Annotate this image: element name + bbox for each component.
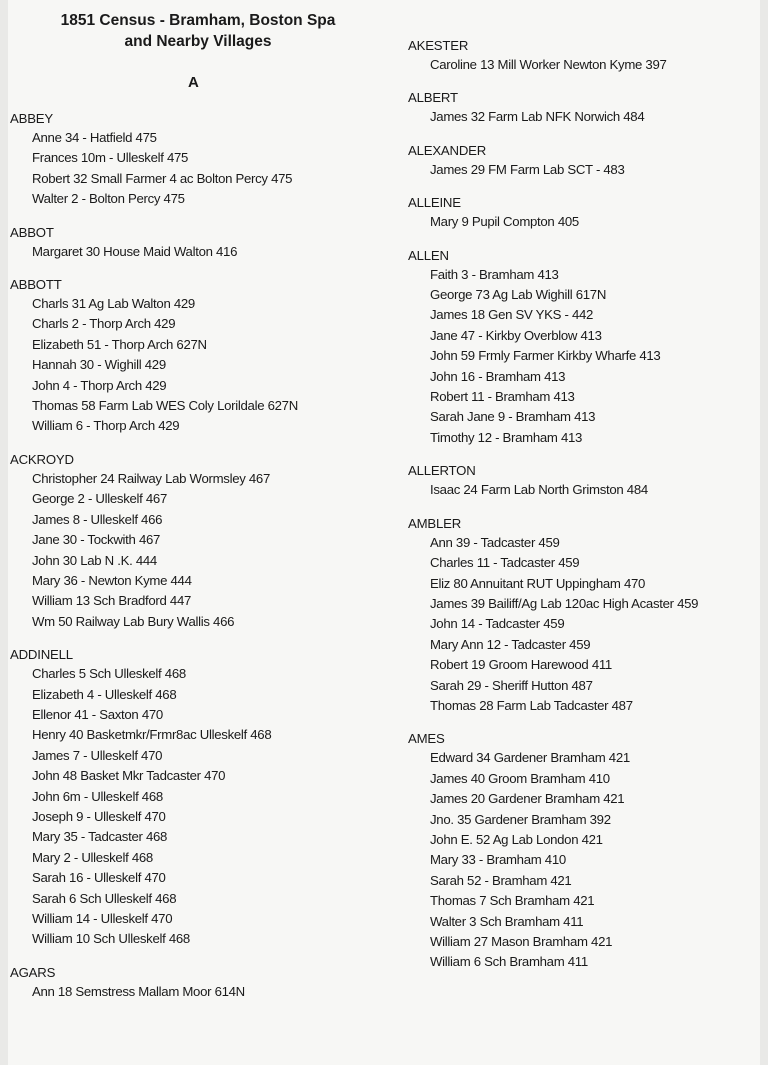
surname-group	[408, 88, 758, 127]
census-entry: Robert 19 Groom Harewood 411	[430, 657, 612, 673]
surname-heading: ALEXANDER	[408, 142, 487, 158]
census-entry: Thomas 7 Sch Bramham 421	[430, 893, 595, 909]
census-entry: James 8 - Ulleskelf 466	[32, 511, 163, 527]
surname-heading: ALLERTON	[408, 463, 476, 479]
census-entry: Henry 40 Basketmkr/Frmr8ac Ulleskelf 468	[32, 727, 272, 743]
census-entry: William 14 - Ulleskelf 470	[32, 911, 173, 926]
census-entry: Margaret 30 House Maid Walton 416	[32, 243, 238, 259]
surname-heading: AGARS	[10, 964, 56, 980]
census-entry: Walter 2 - Bolton Percy 475	[32, 191, 185, 207]
census-entry: George 73 Ag Lab Wighill 617N	[430, 287, 607, 303]
census-entry: Mary 2 - Ulleskelf 468	[32, 849, 153, 865]
surname-group	[10, 223, 390, 262]
census-entry: Anne 34 - Hatfield 475	[32, 130, 157, 145]
surname-heading: ALLEINE	[408, 195, 461, 211]
census-entry: Ann 39 - Tadcaster 459	[430, 534, 560, 550]
document-title	[28, 10, 368, 52]
left-column	[10, 109, 390, 1002]
census-entry: Mary 33 - Bramham 410	[430, 852, 566, 868]
surname-group	[408, 461, 758, 500]
right-column	[408, 36, 758, 973]
census-entry: William 6 Sch Bramham 411	[430, 954, 588, 970]
census-entry: Wm 50 Railway Lab Bury Wallis 466	[32, 613, 235, 629]
census-entry: Jno. 35 Gardener Bramham 392	[430, 811, 611, 827]
census-entry: James 20 Gardener Bramham 421	[430, 791, 625, 807]
census-entry: Sarah 6 Sch Ulleskelf 468	[32, 890, 177, 906]
surname-heading: AMBLER	[408, 515, 462, 531]
surname-group	[10, 109, 390, 210]
census-entry: Ann 18 Semstress Mallam Moor 614N	[32, 983, 245, 999]
surname-heading: ACKROYD	[10, 451, 74, 467]
census-entry: James 40 Groom Bramham 410	[430, 770, 610, 786]
census-entry: George 2 - Ulleskelf 467	[32, 491, 168, 507]
census-entry: Frances 10m - Ulleskelf 475	[32, 150, 189, 166]
surname-group	[408, 193, 758, 232]
census-entry: Robert 32 Small Farmer 4 ac Bolton Percy 475	[32, 170, 293, 186]
census-entry: Mary 9 Pupil Compton 405	[430, 214, 579, 230]
surname-heading: ADDINELL	[10, 647, 73, 663]
census-entry: John 16 - Bramham 413	[430, 368, 566, 384]
census-entry: James 29 FM Farm Lab SCT - 483	[430, 161, 625, 177]
census-entry: John 30 Lab N .K. 444	[32, 552, 157, 568]
census-entry: William 13 Sch Bradford 447	[32, 593, 192, 609]
census-entry: Thomas 28 Farm Lab Tadcaster 487	[430, 697, 633, 713]
census-entry: James 32 Farm Lab NFK Norwich 484	[430, 109, 645, 125]
census-entry: Walter 3 Sch Bramham 411	[430, 913, 584, 929]
census-entry: Sarah 16 - Ulleskelf 470	[32, 870, 166, 886]
surname-heading: ALLEN	[408, 247, 449, 263]
census-entry: William 10 Sch Ulleskelf 468	[32, 931, 190, 947]
census-entry: Hannah 30 - Wighill 429	[32, 357, 166, 373]
census-entry: John 48 Basket Mkr Tadcaster 470	[32, 768, 226, 784]
census-entry: John 14 - Tadcaster 459	[430, 616, 565, 632]
surname-group	[10, 450, 390, 632]
census-entry: Joseph 9 - Ulleskelf 470	[32, 808, 166, 824]
census-entry: Elizabeth 51 - Thorp Arch 627N	[32, 336, 207, 352]
surname-heading: ABBOT	[10, 224, 54, 240]
surname-group	[408, 36, 758, 75]
surname-group	[408, 246, 758, 449]
census-entry: James 18 Gen SV YKS - 442	[430, 307, 594, 323]
census-entry: John 59 Frmly Farmer Kirkby Wharfe 413	[430, 348, 661, 364]
census-entry: Charles 11 - Tadcaster 459	[430, 555, 580, 571]
title-line-1: 1851 Census - Bramham, Boston Spa	[60, 12, 336, 29]
title-line-2: and Nearby Villages	[124, 33, 272, 50]
census-entry: Timothy 12 - Bramham 413	[430, 429, 583, 445]
census-entry: Mary Ann 12 - Tadcaster 459	[430, 636, 591, 652]
surname-heading: AMES	[408, 731, 445, 747]
census-entry: Christopher 24 Railway Lab Wormsley 467	[32, 470, 270, 486]
census-entry: Sarah Jane 9 - Bramham 413	[430, 409, 596, 425]
surname-group	[408, 514, 758, 717]
census-entry: Sarah 52 - Bramham 421	[430, 872, 572, 888]
census-entry: Elizabeth 4 - Ulleskelf 468	[32, 686, 177, 702]
census-entry: Mary 35 - Tadcaster 468	[32, 829, 168, 845]
census-entry: James 7 - Ulleskelf 470	[32, 747, 163, 763]
census-entry: William 6 - Thorp Arch 429	[32, 418, 180, 434]
census-entry: Mary 36 - Newton Kyme 444	[32, 572, 192, 588]
census-entry: Charls 31 Ag Lab Walton 429	[32, 296, 195, 312]
census-entry: Jane 47 - Kirkby Overblow 413	[430, 327, 602, 343]
surname-heading: ABBEY	[10, 111, 53, 126]
surname-heading: AKESTER	[408, 38, 469, 53]
surname-heading: ALBERT	[408, 90, 458, 106]
census-entry: Eliz 80 Annuitant RUT Uppingham 470	[430, 575, 646, 591]
census-entry: Faith 3 - Bramham 413	[430, 266, 559, 282]
census-entry: Ellenor 41 - Saxton 470	[32, 706, 163, 722]
census-entry: Charls 2 - Thorp Arch 429	[32, 316, 176, 332]
census-entry: Caroline 13 Mill Worker Newton Kyme 397	[430, 57, 667, 72]
surname-group	[10, 645, 390, 950]
surname-group	[408, 141, 758, 180]
section-letter: A	[188, 74, 199, 91]
census-entry: James 39 Bailiff/Ag Lab 120ac High Acaster 459	[430, 595, 699, 611]
surname-group	[408, 729, 758, 972]
surname-heading: ABBOTT	[10, 277, 62, 293]
census-entry: Sarah 29 - Sheriff Hutton 487	[430, 677, 593, 693]
document-page	[8, 0, 760, 1065]
census-entry: Robert 11 - Bramham 413	[430, 389, 575, 405]
census-entry: Edward 34 Gardener Bramham 421	[430, 750, 630, 766]
surname-group	[10, 275, 390, 437]
census-entry: Isaac 24 Farm Lab North Grimston 484	[430, 482, 648, 498]
census-entry: Jane 30 - Tockwith 467	[32, 532, 161, 548]
census-entry: Thomas 58 Farm Lab WES Coly Lorildale 627N	[32, 398, 298, 414]
census-entry: John E. 52 Ag Lab London 421	[430, 831, 603, 847]
census-entry: John 4 - Thorp Arch 429	[32, 377, 167, 393]
census-entry: William 27 Mason Bramham 421	[430, 934, 613, 949]
surname-group	[10, 963, 390, 1002]
census-entry: Charles 5 Sch Ulleskelf 468	[32, 666, 186, 682]
census-entry: John 6m - Ulleskelf 468	[32, 788, 163, 804]
